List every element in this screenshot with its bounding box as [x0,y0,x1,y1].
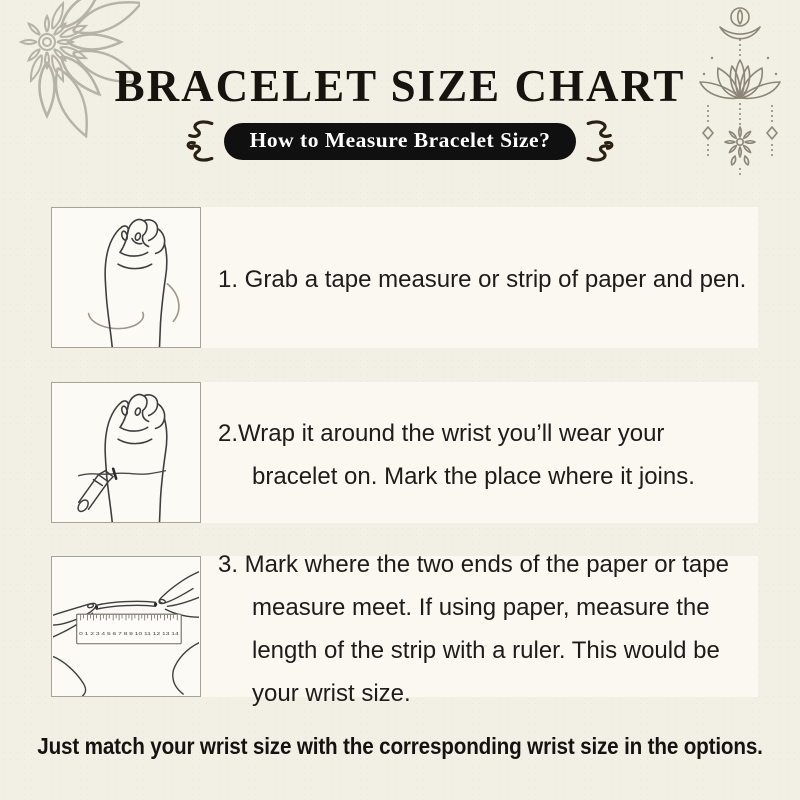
step1-text-area [201,258,758,301]
step1-illustration-box [51,207,201,348]
subtitle-badge-label: How to Measure Bracelet Size? [249,127,551,152]
step1-text: 1. Grab a tape measure or strip of paper and pen. [218,266,747,293]
footer-note: Just match your wrist size with the corresponding wrist size in the options. [37,733,763,759]
hand-with-tape-illustration-icon [53,209,199,347]
step3-text: 3. Mark where the two ends of the paper or tape measure meet. If using paper, measure the length of the strip with a ruler. This would be your wrist size. [218,550,729,707]
step-row-3 [51,550,758,707]
subtitle-badge-row [0,118,800,164]
hand-with-marker-illustration-icon [53,384,199,522]
step3-illustration-box [51,556,201,697]
step-row-1 [51,207,758,348]
step2-text-area [201,412,758,498]
step-row-2 [51,382,758,523]
subtitle-badge [224,123,577,160]
flourish-left-icon [181,118,215,164]
flourish-right-icon [585,118,619,164]
step3-text-area [201,543,758,715]
hands-ruler-strip-illustration-icon [53,558,199,696]
page-title: BRACELET SIZE CHART [114,61,686,111]
step2-illustration-box [51,382,201,523]
step2-text: 2.Wrap it around the wrist you’ll wear your bracelet on. Mark the place where it joins. [218,419,695,490]
ruler-numbers: 0 1 2 3 4 5 6 7 8 9 10 11 12 13 14 [79,631,153,637]
